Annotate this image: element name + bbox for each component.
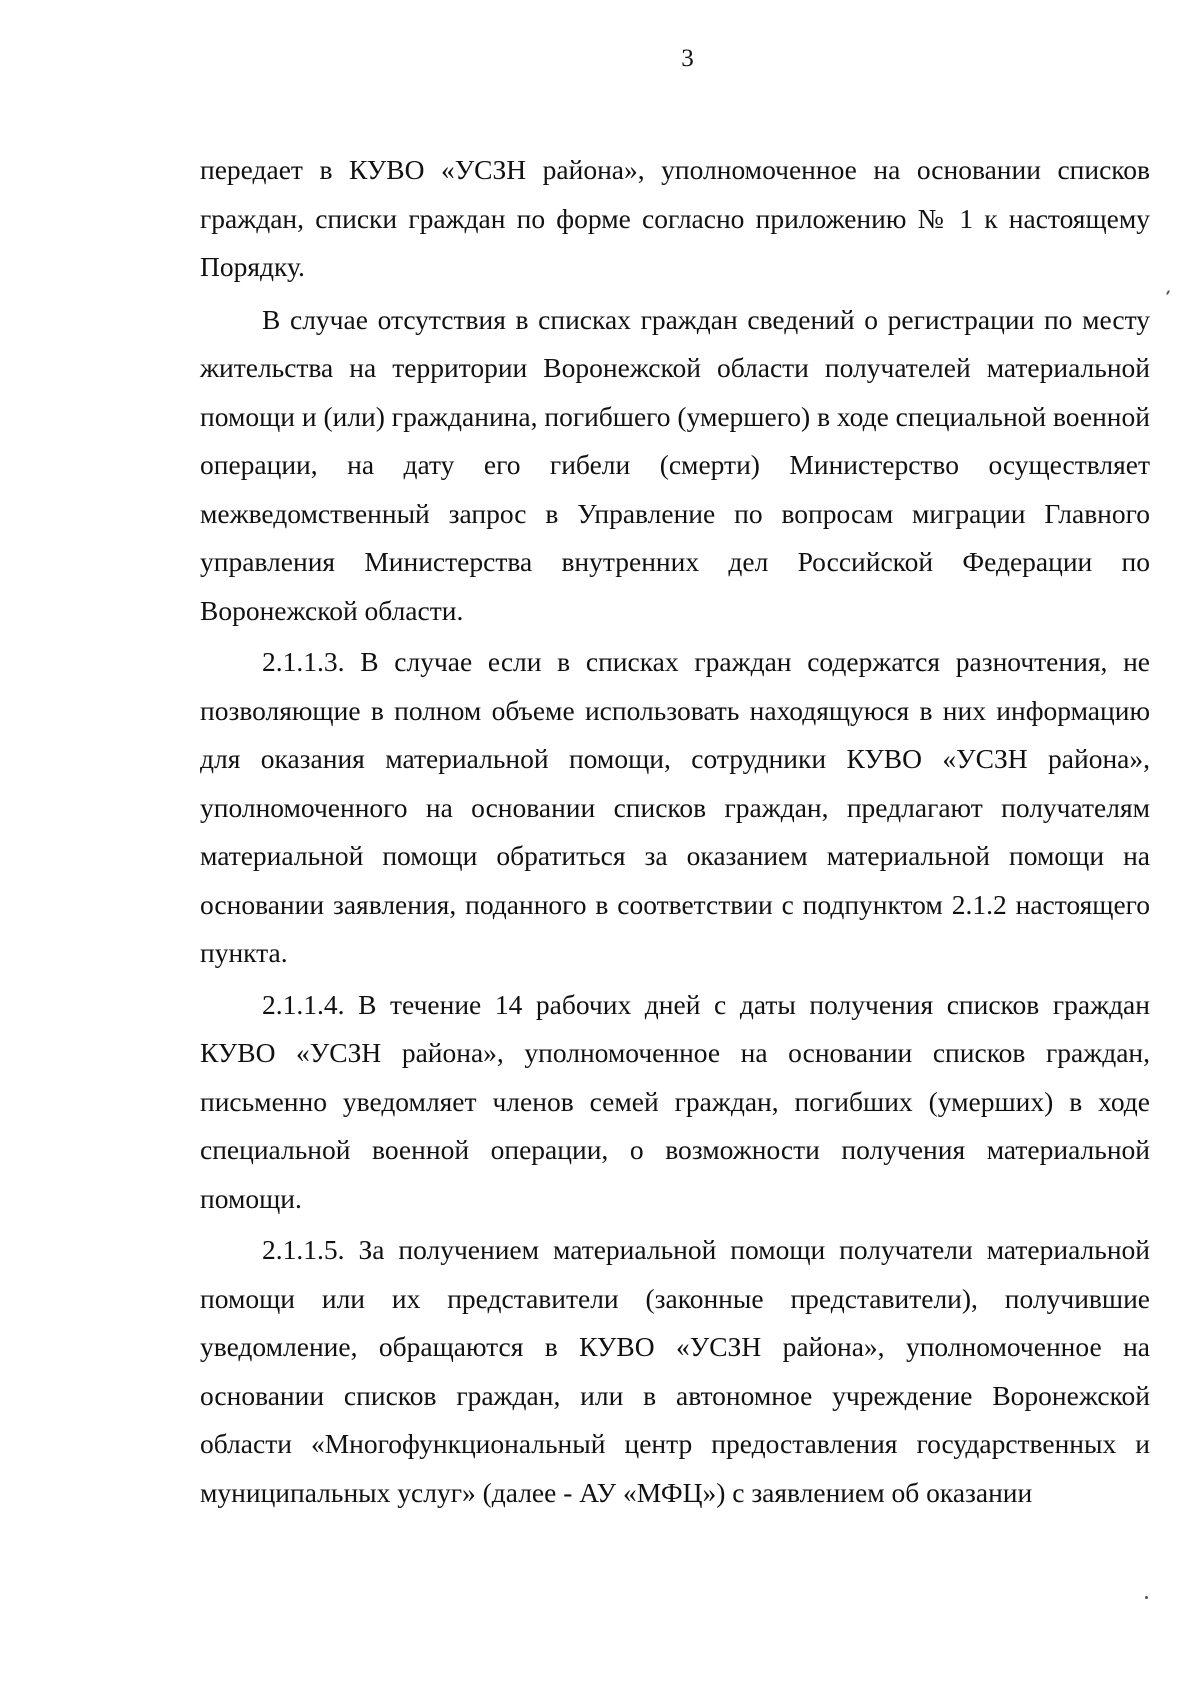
paragraph-2-1-1-5: 2.1.1.5. За получением материальной помощи получатели материальной помощи или их представители (законные представители), получившие уведомление, обращаются в КУВО «УСЗН района», уполномоченное на основании списков граждан, или в автономное учреждение Воронежской области «Многофункциональный центр предоставления государственных и муниципальных услуг» (далее - АУ «МФЦ») с заявлением об оказании xyxy=(200,1234,1150,1508)
scan-speck xyxy=(1166,290,1170,295)
scan-speck xyxy=(1145,1596,1148,1599)
paragraph-continuation: передает в КУВО «УСЗН района», уполномоченное на основании списков граждан, списки граждан по форме согласно приложению № 1 к настоящему Порядку. xyxy=(200,154,1150,282)
document-body xyxy=(200,146,1150,1517)
paragraph-registration-absence: В случае отсутствия в списках граждан сведений о регистрации по месту жительства на территории Воронежской области получателей материальной помощи и (или) гражданина, погибшего (умершего) в ходе специальной военной операции, на дату его гибели (смерти) Министерство осуществляет межведомственный запрос в Управление по вопросам миграции Главного управления Министерства внутренних дел Российской Федерации по Воронежской области. xyxy=(200,303,1150,626)
paragraph-2-1-1-3: 2.1.1.3. В случае если в списках граждан содержатся разночтения, не позволяющие в полном объеме использовать находящуюся в них информацию для оказания материальной помощи, сотрудники КУВО «УСЗН района», уполномоченного на основании списков граждан, предлагают получателям материальной помощи обратиться за оказанием материальной помощи на основании заявления, поданного в соответствии с подпунктом 2.1.2 настоящего пункта. xyxy=(200,646,1150,968)
page-number: 3 xyxy=(681,45,694,72)
paragraph-2-1-1-4: 2.1.1.4. В течение 14 рабочих дней с даты получения списков граждан КУВО «УСЗН района», уполномоченное на основании списков граждан, письменно уведомляет членов семей граждан, погибших (умерших) в ходе специальной военной операции, о возможности получения материальной помощи. xyxy=(200,988,1150,1214)
